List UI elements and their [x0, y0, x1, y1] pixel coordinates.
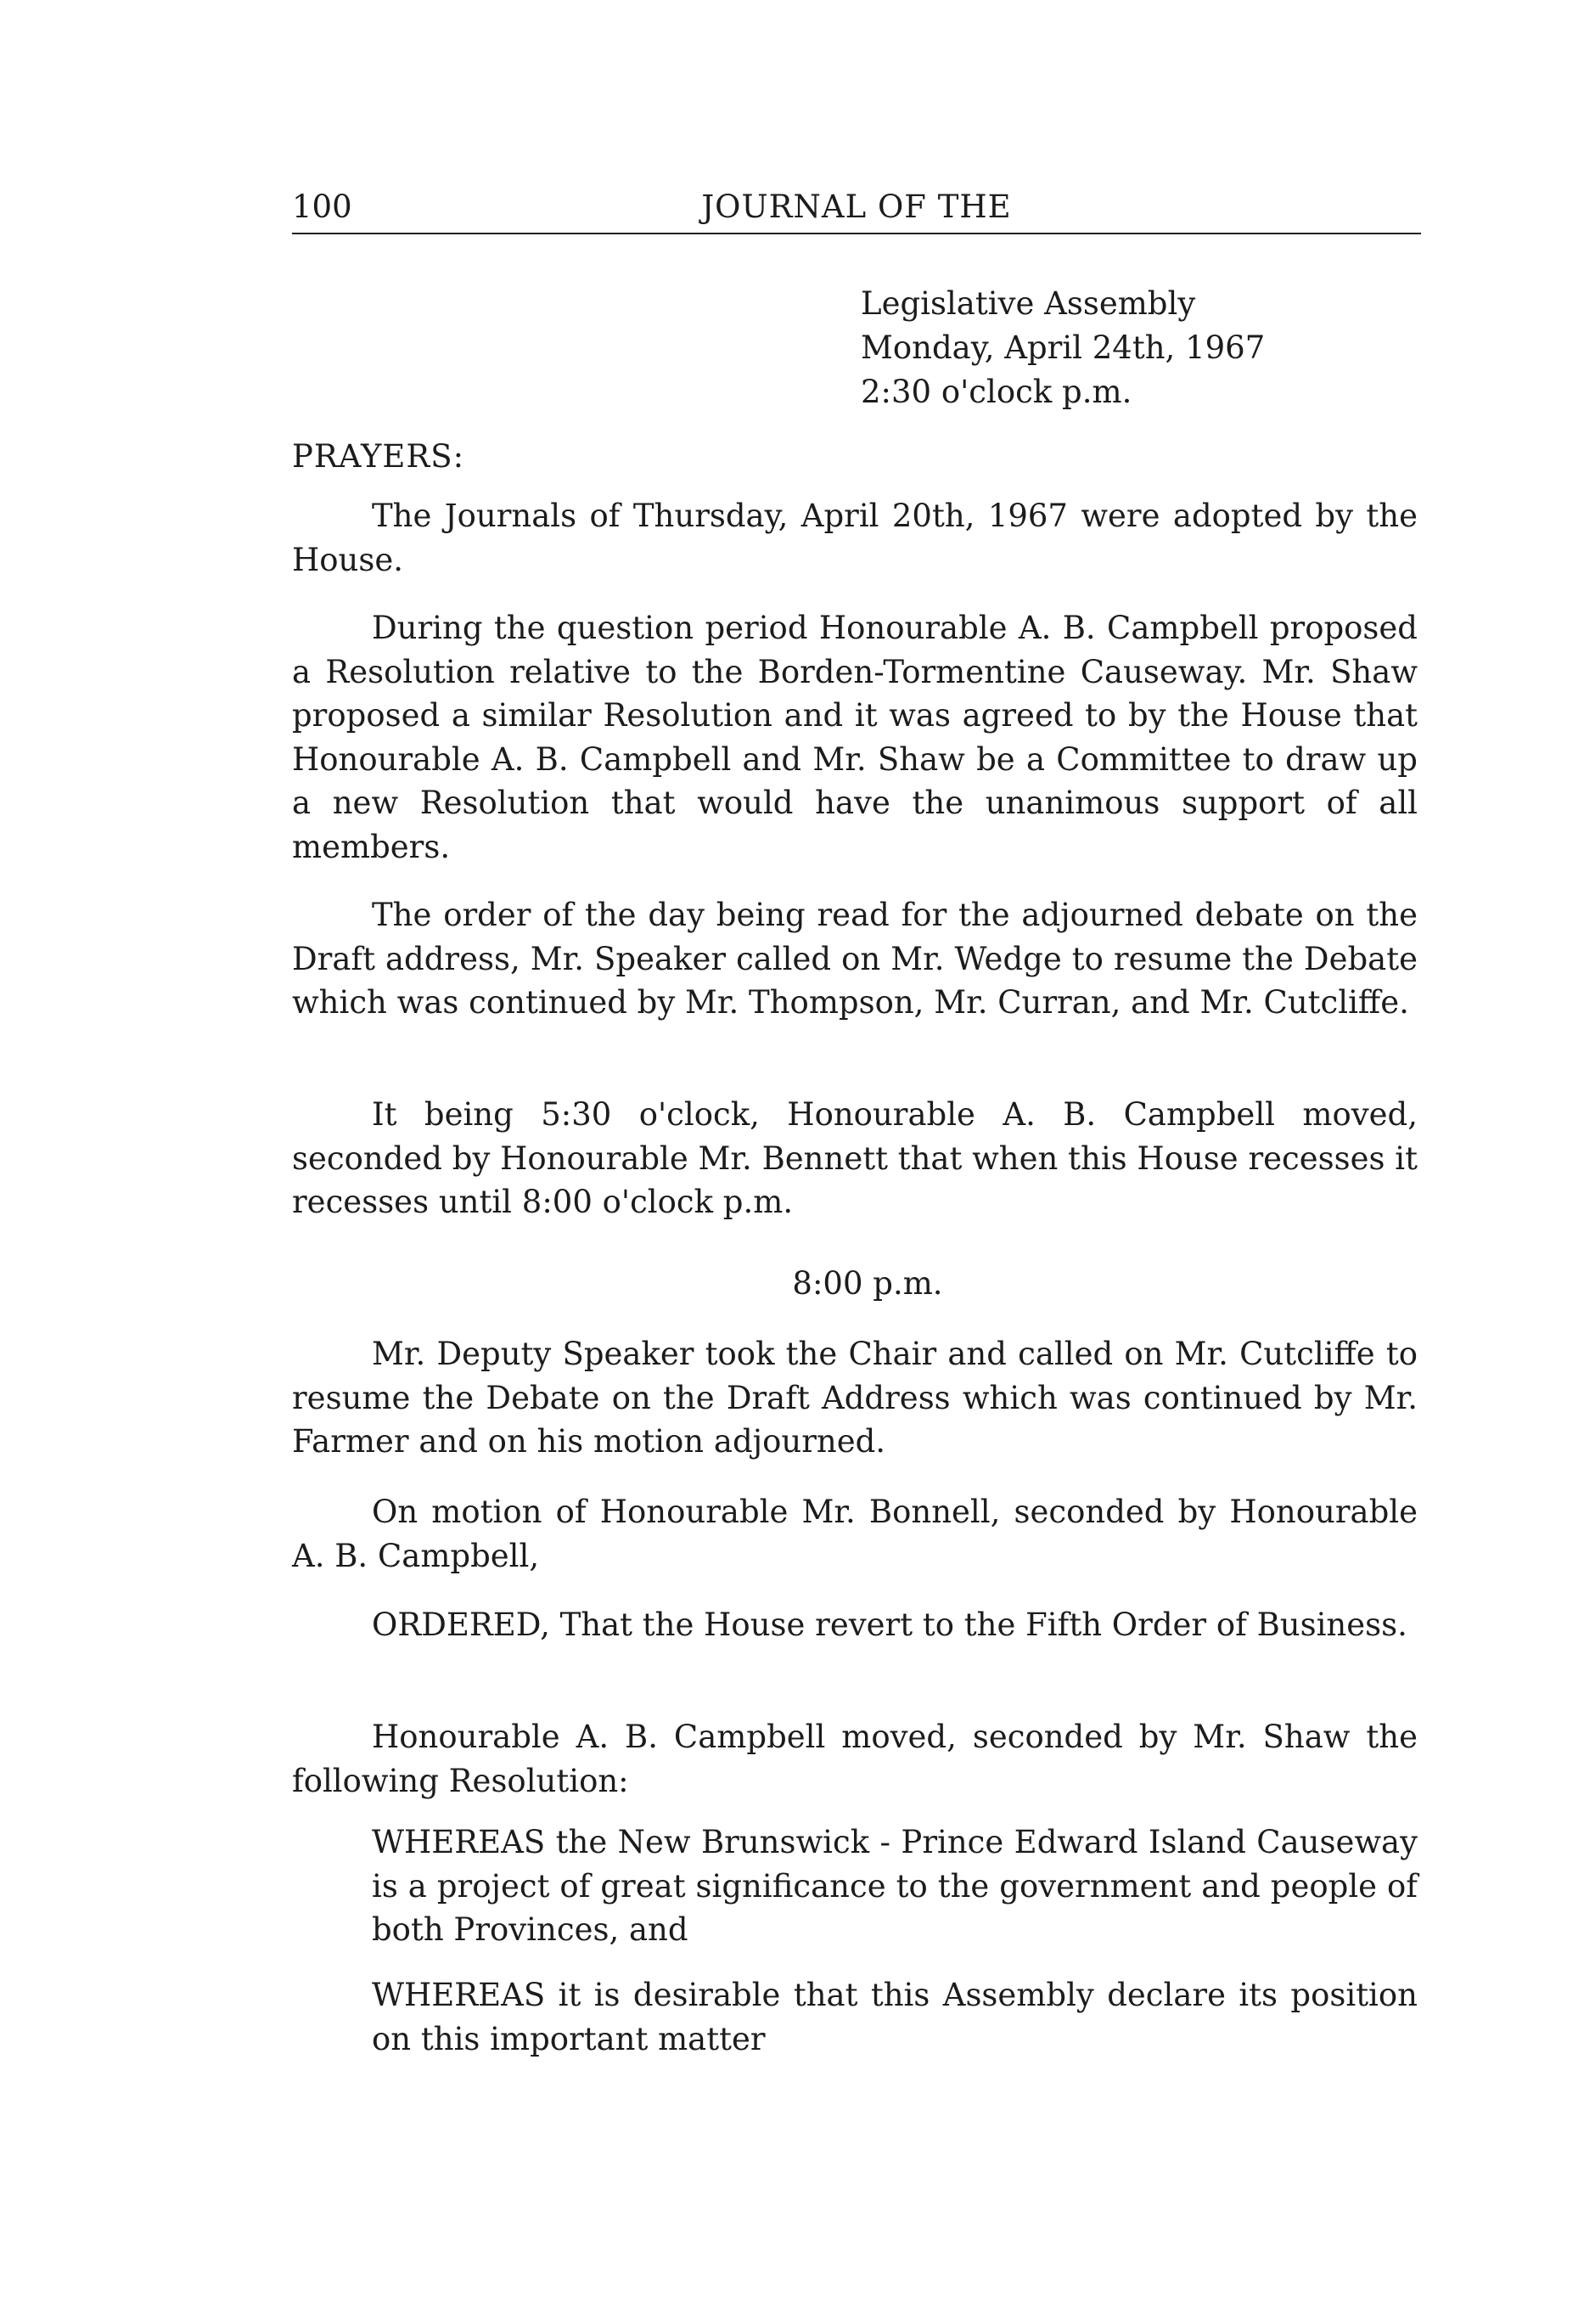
- prayers-heading: PRAYERS:: [292, 438, 465, 475]
- page-number: 100: [292, 189, 352, 225]
- assembly-name: Legislative Assembly: [861, 285, 1196, 322]
- evening-time-heading: 8:00 p.m.: [792, 1265, 943, 1302]
- paragraph-ordered: ORDERED, That the House revert to the Fifth Order of Business.: [372, 1607, 1407, 1643]
- resolution-whereas-1: WHEREAS the New Brunswick - Prince Edward Island Causeway is a project of great significance to the government and people of both Provinces, and: [372, 1824, 1418, 1948]
- paragraph-recess-motion: It being 5:30 o'clock, Honourable A. B. Campbell moved, seconded by Honourable Mr. Bennett that when this House recesses it recesses until 8:00 o'clock p.m.: [292, 1096, 1418, 1220]
- paragraph-deputy-speaker: Mr. Deputy Speaker took the Chair and called on Mr. Cutcliffe to resume the Debate on the Draft Address which was continued by Mr. Farmer and on his motion adjourned.: [292, 1336, 1418, 1460]
- paragraph-journals-adopted: The Journals of Thursday, April 20th, 1967 were adopted by the House.: [292, 498, 1418, 578]
- paragraph-motion-bonnell: On motion of Honourable Mr. Bonnell, seconded by Honourable A. B. Campbell,: [292, 1494, 1418, 1574]
- page-header: [292, 177, 1421, 234]
- session-info: [861, 282, 1387, 414]
- session-time: 2:30 o'clock p.m.: [861, 374, 1132, 410]
- paragraph-question-period: During the question period Honourable A. B. Campbell proposed a Resolution relative to the Borden-Tormentine Causeway. Mr. Shaw proposed a similar Resolution and it was agreed to by the House that Honourable A. B. Campbell and Mr. Shaw be a Committee to draw up a new Resolution that would have the unanimous support of all members.: [292, 610, 1418, 865]
- paragraph-resolution-intro: Honourable A. B. Campbell moved, seconded by Mr. Shaw the following Resolution:: [292, 1719, 1418, 1799]
- session-date: Monday, April 24th, 1967: [861, 329, 1266, 366]
- paragraph-adjourned-debate: The order of the day being read for the adjourned debate on the Draft address, Mr. Speaker called on Mr. Wedge to resume the Debate which was continued by Mr. Thompson, Mr. Curran, and Mr. Cutcliffe.: [292, 897, 1418, 1021]
- resolution-whereas-2: WHEREAS it is desirable that this Assembly declare its position on this important matter: [372, 1977, 1418, 2057]
- running-title: JOURNAL OF THE: [701, 189, 1012, 225]
